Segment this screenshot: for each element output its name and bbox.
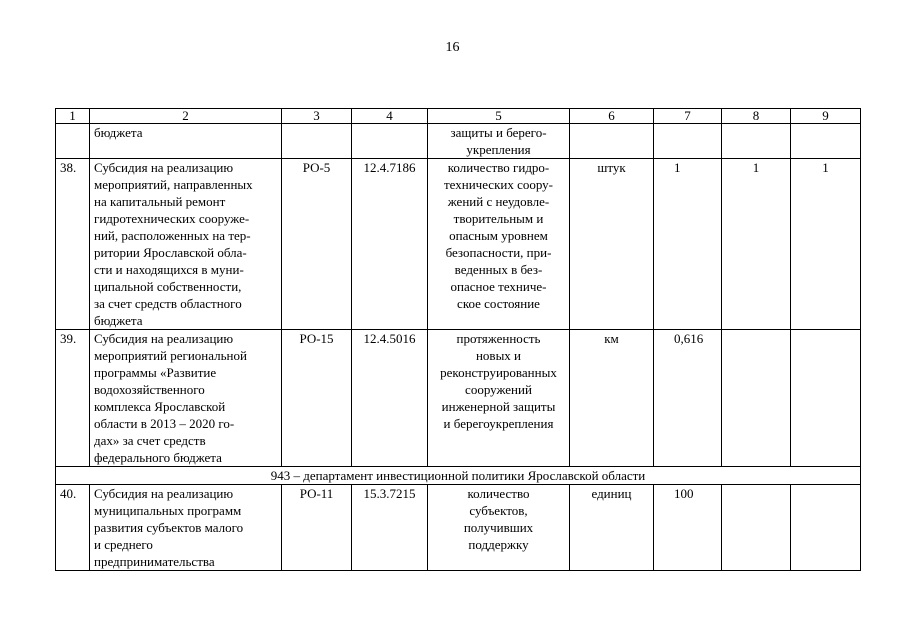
value-col-9 — [791, 330, 861, 467]
value-col-8 — [722, 485, 791, 571]
department-title: 943 – департамент инвестиционной политики Ярославской области — [56, 467, 861, 485]
value-col-8: 1 — [722, 159, 791, 330]
value-col-8 — [722, 124, 791, 159]
row-number: 40. — [56, 485, 90, 571]
column-header: 2 — [90, 109, 282, 124]
value-col-7 — [654, 124, 722, 159]
indicator-name: количество гидро- технических соору- жений с неудовле- творительным и опасным уровнем безопасности, при- веденных в без- опасное техниче- ское состояние — [428, 159, 570, 330]
unit-of-measure: км — [570, 330, 654, 467]
value-col-9: 1 — [791, 159, 861, 330]
value-col-9 — [791, 485, 861, 571]
subsidy-name: Субсидия на реализацию муниципальных программ развития субъектов малого и среднего предпринимательства — [90, 485, 282, 571]
unit-of-measure: единиц — [570, 485, 654, 571]
subsidy-name: бюджета — [90, 124, 282, 159]
unit-of-measure — [570, 124, 654, 159]
column-header: 9 — [791, 109, 861, 124]
unit-of-measure: штук — [570, 159, 654, 330]
program-code: РО-5 — [282, 159, 352, 330]
table-row — [56, 159, 861, 330]
column-header: 6 — [570, 109, 654, 124]
budget-code: 15.3.7215 — [352, 485, 428, 571]
table-row — [56, 124, 861, 159]
department-row — [56, 467, 861, 485]
value-col-8 — [722, 330, 791, 467]
budget-code: 12.4.5016 — [352, 330, 428, 467]
subsidy-table — [55, 108, 861, 571]
budget-code: 12.4.7186 — [352, 159, 428, 330]
indicator-name: защиты и берего- укрепления — [428, 124, 570, 159]
program-code: РО-11 — [282, 485, 352, 571]
indicator-name: протяженность новых и реконструированных сооружений инженерной защиты и берегоукрепления — [428, 330, 570, 467]
table-row — [56, 330, 861, 467]
indicator-name: количество субъектов, получивших поддержку — [428, 485, 570, 571]
subsidy-name: Субсидия на реализацию мероприятий региональной программы «Развитие водохозяйственного комплекса Ярославской области в 2013 – 2020 го- дах» за счет средств федерального бюджета — [90, 330, 282, 467]
row-number: 39. — [56, 330, 90, 467]
column-header: 4 — [352, 109, 428, 124]
value-col-9 — [791, 124, 861, 159]
column-header: 8 — [722, 109, 791, 124]
value-col-7: 100 — [654, 485, 722, 571]
column-header: 3 — [282, 109, 352, 124]
table-row — [56, 485, 861, 571]
budget-code — [352, 124, 428, 159]
header-row — [56, 109, 861, 124]
column-header: 1 — [56, 109, 90, 124]
subsidy-name: Субсидия на реализацию мероприятий, направленных на капитальный ремонт гидротехнических сооруже- ний, расположенных на тер- ритории Ярославской обла- сти и находящихся в муни- ципальной собственности, за счет средств областного бюджета — [90, 159, 282, 330]
program-code: РО-15 — [282, 330, 352, 467]
column-header: 7 — [654, 109, 722, 124]
program-code — [282, 124, 352, 159]
value-col-7: 1 — [654, 159, 722, 330]
row-number: 38. — [56, 159, 90, 330]
row-number — [56, 124, 90, 159]
value-col-7: 0,616 — [654, 330, 722, 467]
column-header: 5 — [428, 109, 570, 124]
page-number: 16 — [445, 40, 460, 55]
